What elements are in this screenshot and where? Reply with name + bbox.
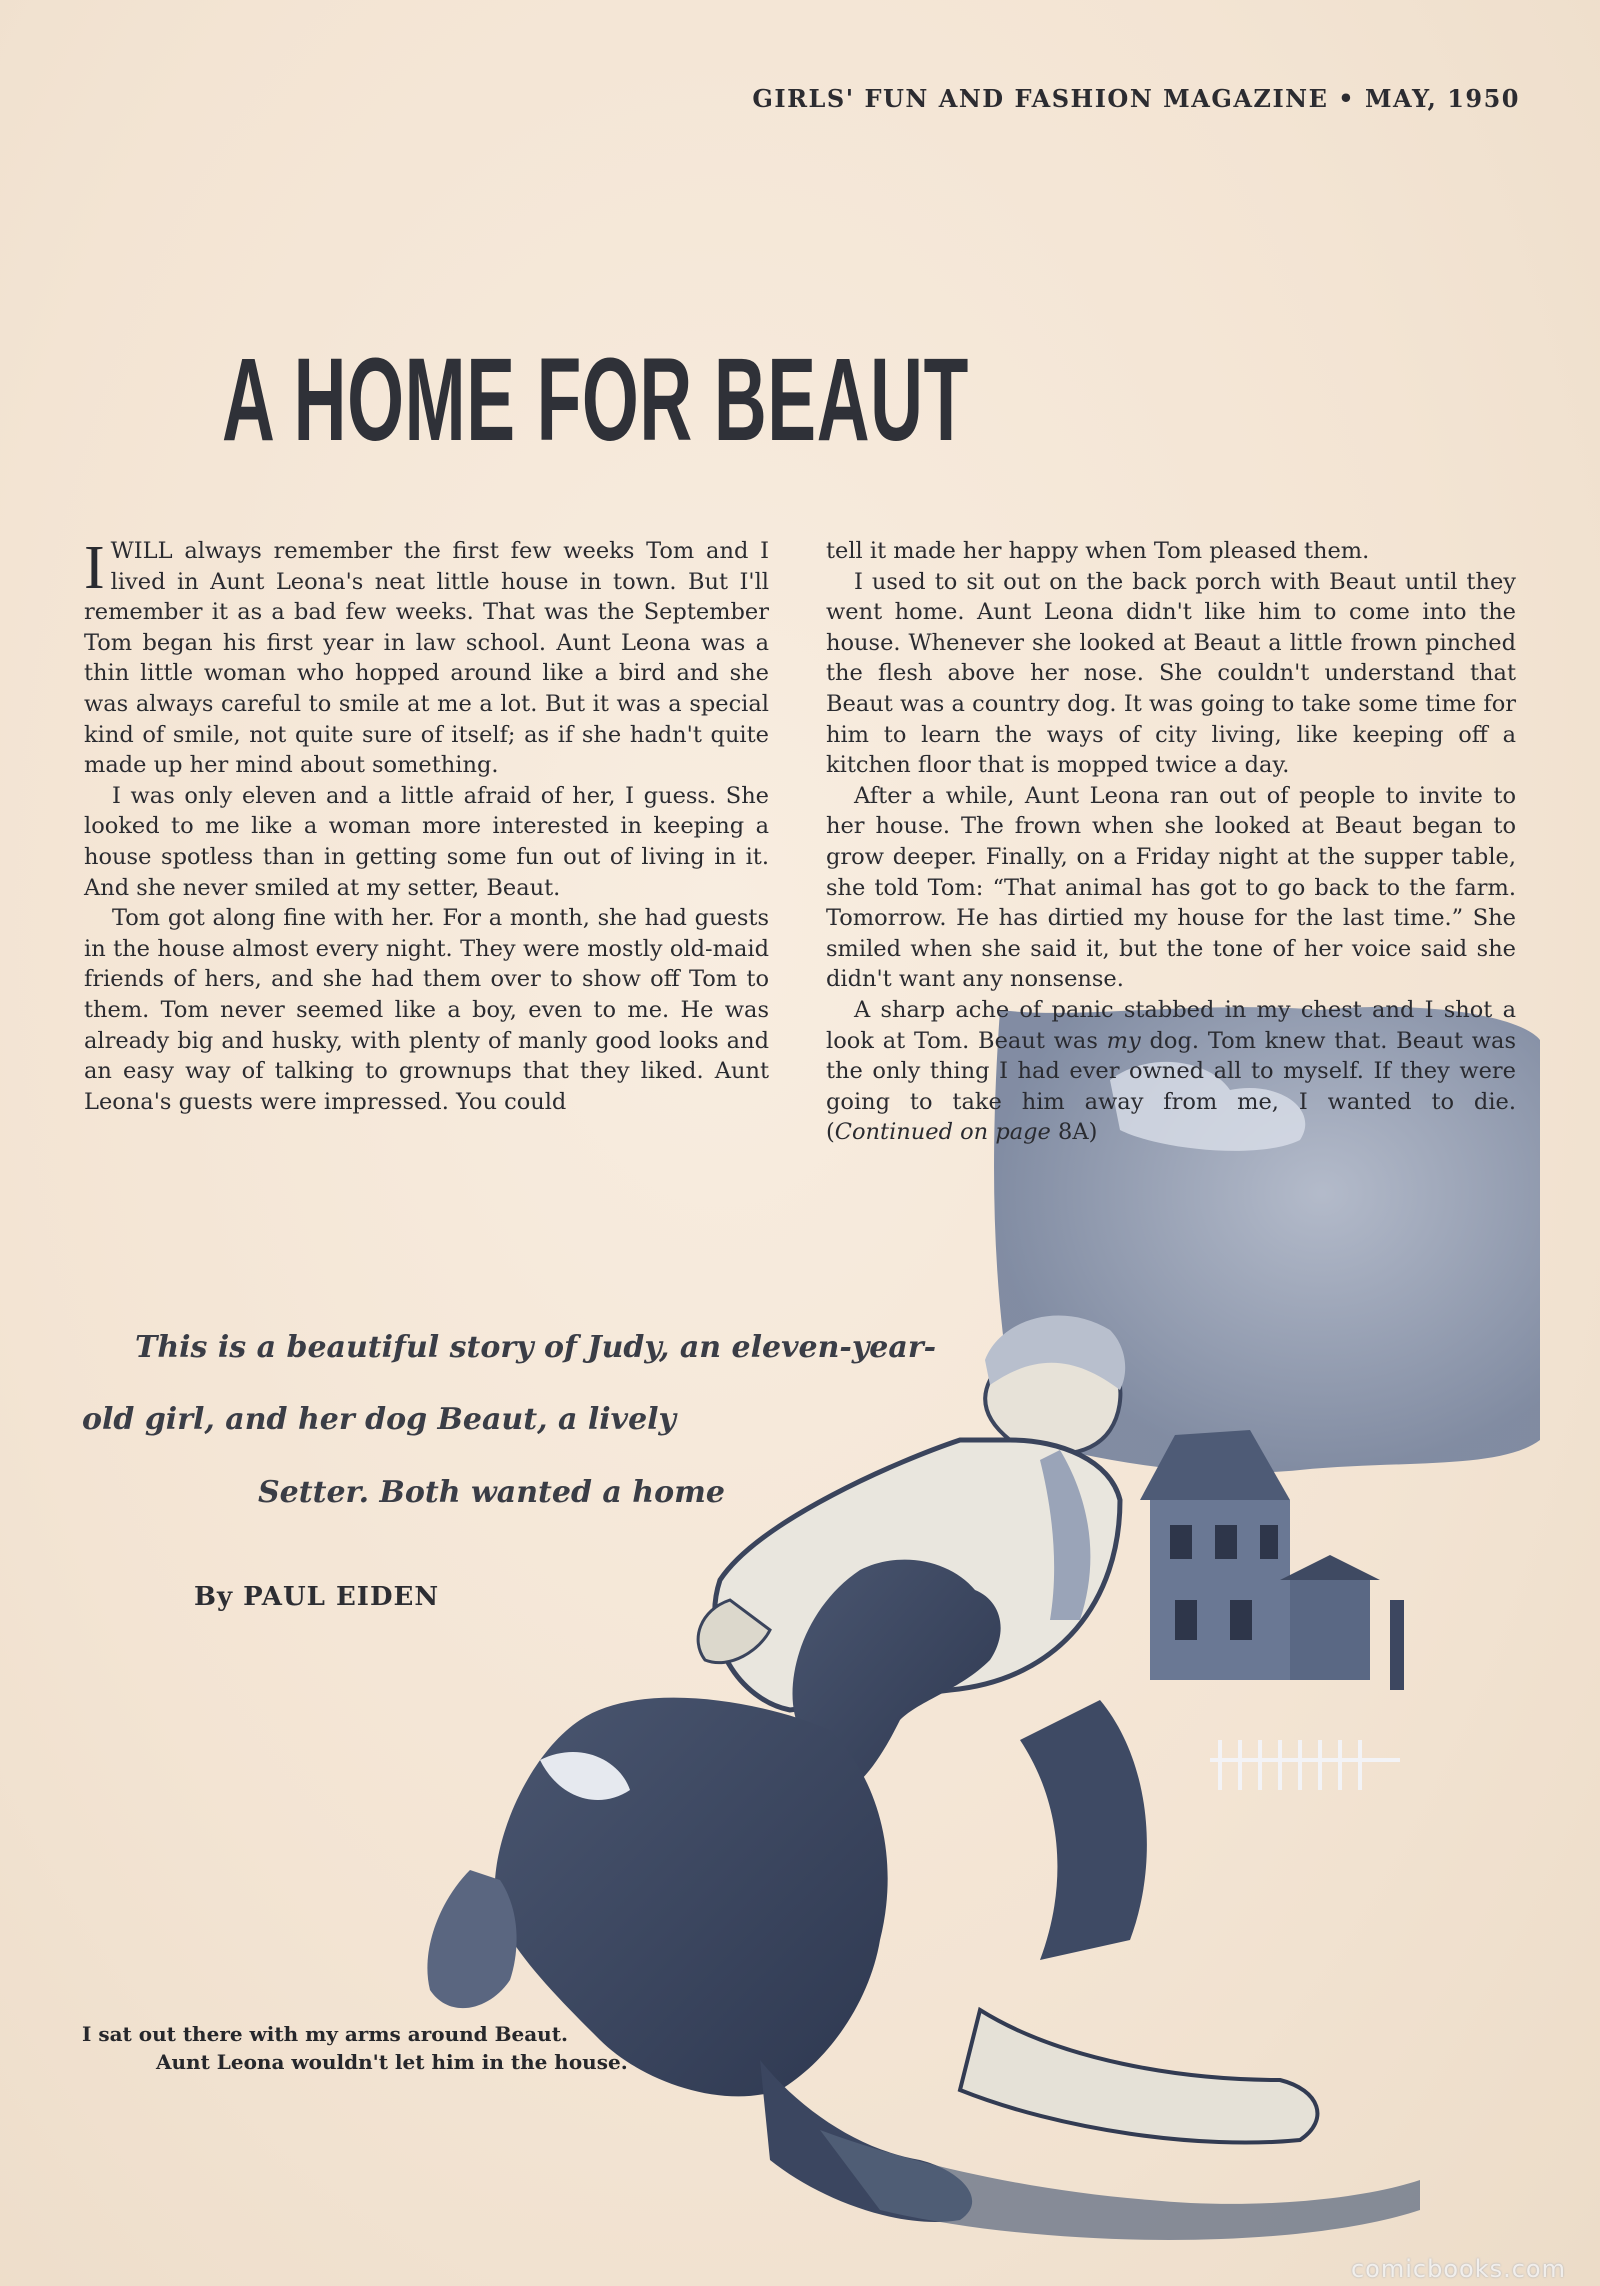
- illustration-caption: [82, 2020, 628, 2076]
- blurb-line: Setter. Both wanted a home: [258, 1475, 725, 1510]
- story-title: A HOME FOR BEAUT: [222, 334, 969, 466]
- drop-cap: I: [84, 534, 105, 602]
- story-paragraph: I used to sit out on the back porch with Beaut until they went home. Aunt Leona didn't like him to come into the house. Whenever she looked at Beaut a little frown pinched the flesh above her nose. She couldn't understand that Beaut was a country dog. It was going to take some time for him to learn the ways of city living, like keeping off a kitchen floor that is mopped twice a day.: [826, 568, 1516, 779]
- caption-line: I sat out there with my arms around Beaut.: [82, 2022, 568, 2046]
- picket-fence: [1210, 1740, 1400, 1790]
- blurb-line: old girl, and her dog Beaut, a lively: [82, 1402, 676, 1437]
- house-drawing: [1140, 1430, 1404, 1690]
- story-paragraph: tell it made her happy when Tom pleased them.: [826, 538, 1370, 564]
- story-column-right: [826, 536, 1516, 1148]
- caption-line: Aunt Leona wouldn't let him in the house.: [156, 2050, 628, 2074]
- emphasis-text: my: [1106, 1027, 1141, 1054]
- story-paragraph: I was only eleven and a little afraid of her, I guess. She looked to me like a woman more interested in keeping a house spotless than in getting some fun out of living in it. And she never smiled at my setter, Beaut.: [84, 782, 769, 901]
- continued-link: Continued on page: [834, 1119, 1051, 1146]
- story-paragraph: I WILL always remember the first few weeks Tom and I lived in Aunt Leona's neat little house in town. But I'll remember it as a bad few weeks. That was the September Tom began his first year in law school. Aunt Leona was a thin little woman who hopped around like a bird and she was always careful to smile at me a lot. But it was a special kind of smile, not quite sure of itself; as if she hadn't quite made up her mind about something.: [84, 534, 769, 779]
- masthead: GIRLS' FUN AND FASHION MAGAZINE • MAY, 1950: [752, 84, 1520, 113]
- blurb-line: This is a beautiful story of Judy, an eleven-year-: [135, 1330, 937, 1365]
- ground-shadow: [820, 2130, 1420, 2240]
- story-paragraph: After a while, Aunt Leona ran out of people to invite to her house. The frown when she looked at Beaut began to grow deeper. Finally, on a Friday night at the supper table, she told Tom: “That animal has got to go back to the farm. Tomorrow. He has dirtied my house for the last time.” She smiled when she said it, but the tone of her voice said she didn't want any nonsense.: [826, 782, 1516, 993]
- watermark: comicbooks.com: [1350, 2255, 1566, 2283]
- story-column-left: [84, 536, 769, 1117]
- byline: By PAUL EIDEN: [194, 1582, 440, 1612]
- story-paragraph: Tom got along fine with her. For a month, she had guests in the house almost every night. They were mostly old-maid friends of hers, and she had them over to show off Tom to them. Tom never seemed like a boy, even to me. He was already big and husky, with plenty of manly good looks and an easy way of talking to grownups that they liked. Aunt Leona's guests were impressed. You could: [84, 905, 769, 1115]
- story-paragraph-last: A sharp ache of panic stabbed in my chest and I shot a look at Tom. Beaut was my dog. Tom knew that. Beaut was the only thing I had ever owned all to myself. If they were going to take him away from me, I wanted to die. (Continued on page 8A): [826, 996, 1516, 1146]
